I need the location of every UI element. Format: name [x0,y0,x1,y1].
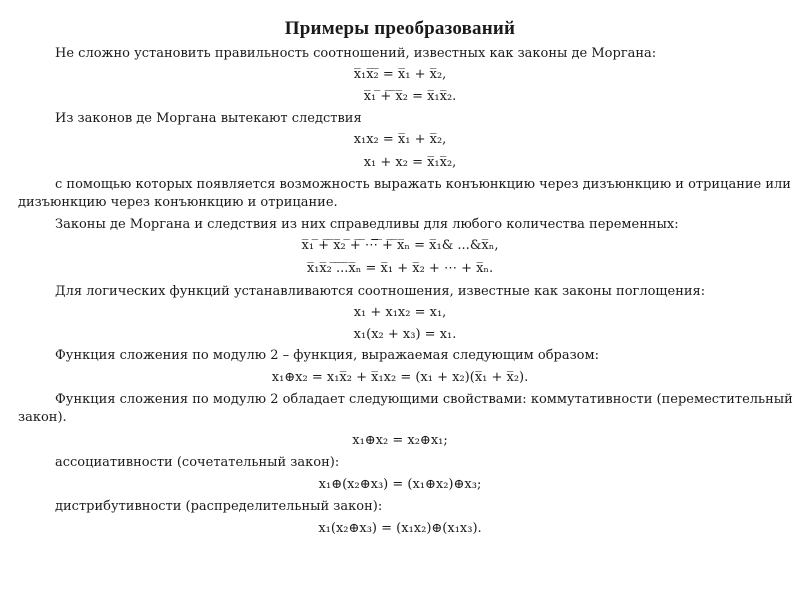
paragraph-absorption: Для логических функций устанавливаются соотношения, известные как законы поглощения: [55,284,706,299]
formula-xor-definition: x₁⊕x₂ = x₁x̅₂ + x̅₁x₂ = (x₁ + x₂)(x̅₁ + x̅₂). [271,370,529,385]
paragraph-distributivity: дистрибутивности (распределительный закон): [55,499,383,514]
page-title: Примеры преобразований [284,18,516,39]
paragraph-consequences: Из законов де Моргана вытекают следствия [55,111,362,126]
paragraph-xor-properties-line1: Функция сложения по модулю 2 обладает следующими свойствами: коммутативности (переместительный [55,392,793,407]
paragraph-de-morgan-intro: Не сложно установить правильность соотношений, известных как законы де Моргана: [55,46,657,61]
formula-de-morgan-2: x̅₁ ̅+̅ ̅x̅₂ = x̅₁x̅₂. [363,89,457,104]
paragraph-associativity: ассоциативности (сочетательный закон): [55,455,340,470]
paragraph-conjunction-line2: дизъюнкцию через конъюнкцию и отрицание. [18,195,338,210]
paragraph-n-variables: Законы де Моргана и следствия из них справедливы для любого количества переменных: [55,217,679,232]
formula-n-variables-2: x̅₁x̅₂ ̅.̅.̅.̅x̅ₙ = x̅₁ + x̅₂ + ⋯ + x̅ₙ. [306,261,494,276]
paragraph-xor-properties-line2: закон). [18,410,67,425]
formula-de-morgan-1: x̅₁x̅₂̅ = x̅₁ + x̅₂, [353,67,447,82]
paragraph-xor-definition: Функция сложения по модулю 2 – функция, выражаемая следующим образом: [55,348,600,363]
formula-consequence-1: x₁x₂ = x̅₁ + x̅₂, [353,132,447,147]
paragraph-conjunction-line1: с помощью которых появляется возможность выражать конъюнкцию через дизъюнкцию и отрицание или [55,177,791,192]
formula-distributivity: x₁(x₂⊕x₃) = (x₁x₂)⊕(x₁x₃). [318,521,482,536]
formula-n-variables-1: x̅₁ ̅+̅ ̅x̅₂ ̅+̅ ̅⋯̅ ̅+̅ ̅x̅ₙ = x̅₁& ...&x̅ₙ, [301,238,499,253]
formula-absorption-1: x₁ + x₁x₂ = x₁, [353,305,447,320]
formula-associativity: x₁⊕(x₂⊕x₃) = (x₁⊕x₂)⊕x₃; [318,477,482,492]
formula-absorption-2: x₁(x₂ + x₃) = x₁. [353,327,457,342]
formula-commutativity: x₁⊕x₂ = x₂⊕x₁; [352,433,448,448]
formula-consequence-2: x₁ + x₂ = x̅₁x̅₂, [363,155,457,170]
